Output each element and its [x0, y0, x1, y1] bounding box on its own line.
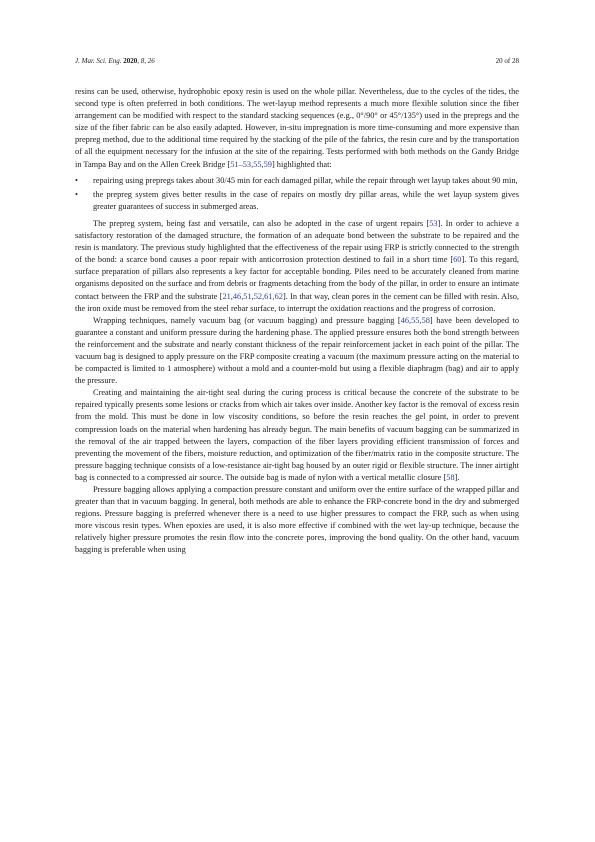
citation-link[interactable]: 58	[446, 472, 455, 482]
bullet-list	[75, 175, 519, 213]
list-item: • repairing using prepregs takes about 30/45 min for each damaged pillar, while the repair through wet layup takes about 90 min,	[75, 175, 519, 187]
journal-citation	[75, 57, 155, 65]
citation-link[interactable]: 21,46,51,52,61,62	[222, 291, 283, 301]
bullet-icon: •	[75, 175, 78, 185]
journal-year: 2020	[123, 57, 138, 65]
article-body	[75, 86, 519, 557]
paragraph-3: Wrapping techniques, namely vacuum bag (or vacuum bagging) and pressure bagging [46,55,58] have been developed to guarantee a constant and uniform pressure during the hardening phase. The applied pressure ensures both the bond strength between the reinforcement and the substrate and nearly constant thickness of the repair reinforcement jacket in each point of the pillar. The vacuum bag is designed to apply pressure on the FRP composite creating a vacuum (the maximum pressure acting on the material to be compacted is limited to 1 atmosphere) without a mold and a counter-mold but using a flexible diaphragm (bag) and air to apply the pressure.	[75, 315, 519, 386]
journal-name: J. Mar. Sci. Eng.	[75, 57, 122, 65]
page-header	[75, 57, 519, 65]
journal-volume: , 8, 26	[137, 57, 155, 65]
paragraph-1: resins can be used, otherwise, hydrophobic epoxy resin is used on the whole pillar. Nevertheless, due to the cycles of the tides, the second type is often preferred in both conditions. The wet-layup method represents a much more flexible solution since the fiber arrangement can be modified with respect to the standard stacking sequences (e.g., 0°/90° or 45°/135°) used in the prepregs and the size of the fiber fabric can be also easily adapted. However, in-situ impregnation is more time-consuming and more expensive than prepreg method, due to the additional time required by the stacking of the pile of the fabrics, the resin cure and by the transportation of all the equipment necessary for the infusion at the site of the repairing. Tests performed with both methods on the Gandy Bridge in Tampa Bay and on the Allen Creek Bridge [51–53,55,59] highlighted that:	[75, 87, 519, 169]
citation-link[interactable]: 46,55,58	[400, 315, 430, 325]
paragraph-2: The prepreg system, being fast and versatile, can also be adopted in the case of urgent repairs [53]. In order to achieve a satisfactory restoration of the damaged structure, the formation of an adequate bond between the substrate to be repaired and the resin is mandatory. The previous study highlighted that the effectiveness of the repair using FRP is strictly connected to the strength of the bond: a scarce bond causes a poor repair with anticorrosion protection destined to fail in a short time [60]. To this regard, surface preparation of pillars also represents a key factor for acceptable bonding. Piles need to be accurately cleaned from marine organisms deposited on the surface and from debris or fragments detaching from the body of the pillar, in order to ensure an intimate contact between the FRP and the substrate [21,46,51,52,61,62]. In that way, clean pores in the cement can be filled with resin. Also, the iron oxide must be removed from the steel rebar surface, to interrupt the oxidation reactions and the progress of corrosion.	[75, 218, 520, 313]
bullet-icon: •	[75, 189, 78, 199]
citation-link[interactable]: 51–53,55,59	[230, 159, 272, 169]
paragraph-4: Creating and maintaining the air-tight seal during the curing process is critical because the concrete of the substrate to be repaired typically presents some lesions or cracks from which air takes over inside. Another key factor is the removal of excess resin from the mold. This must be done in low viscosity conditions, so before the resin reaches the gel point, in order to prevent compression loads on the material when hardening has already begun. The main benefits of vacuum bagging can be summarized in the removal of the air trapped between the layers, compaction of the fiber layers providing efficient transmission of forces and preventing the movement of the fibers, moisture reduction, and optimization of the fiber/matrix ratio in the composite structure. The pressure bagging technique consists of a low-resistance air-tight bag housed by an outer rigid or flexible structure. The inner airtight bag is connected to a compressed air source. The outside bag is made of nylon with a vertical metallic closure [58].	[75, 388, 519, 482]
list-item: • the prepreg system gives better results in the case of repairs on mostly dry pillar areas, while the wet layup system gives greater guarantees of success in submerged areas.	[75, 189, 519, 211]
paragraph-5: Pressure bagging allows applying a compaction pressure constant and uniform over the entire surface of the wrapped pillar and greater than that in vacuum bagging. In general, both methods are able to enhance the FRP-concrete bond in the dry and submerged regions. Pressure bagging is preferred whenever there is a need to use higher pressures to compact the FRP, such as when using more viscous resin types. When epoxies are used, it is also more effective if combined with the wet lay-up technique, because the relatively higher pressure promotes the resin flow into the concrete pores, improving the bond quality. On the other hand, vacuum bagging is preferable when using	[75, 485, 519, 555]
citation-link[interactable]: 60	[453, 255, 462, 265]
citation-link[interactable]: 53	[429, 218, 438, 228]
page-number: 20 of 28	[495, 57, 519, 65]
